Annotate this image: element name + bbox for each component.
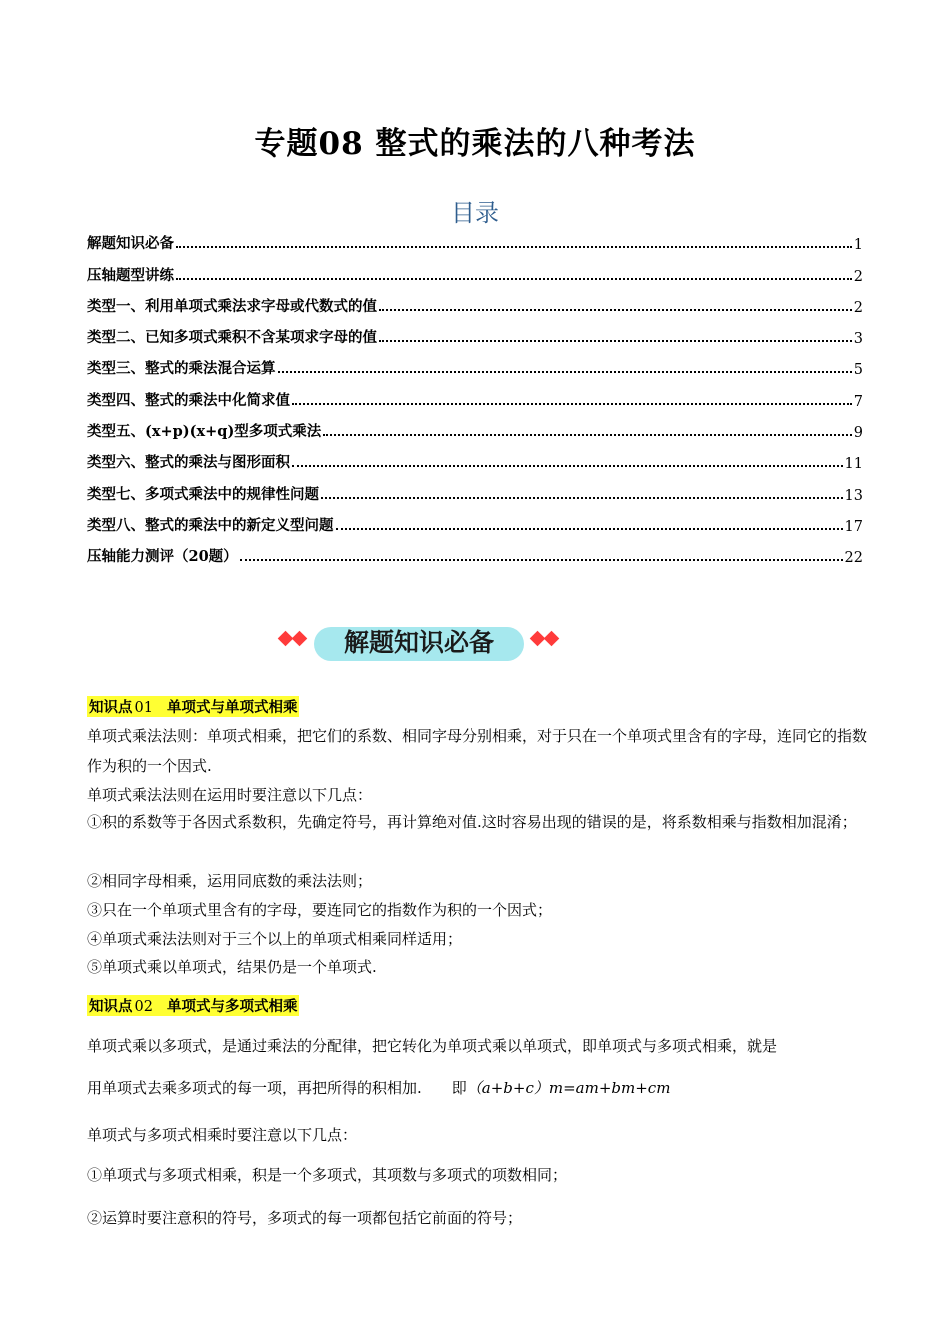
- toc-entry[interactable]: [87, 226, 863, 257]
- page-title: 专题08 整式的乘法的八种考法: [254, 126, 696, 162]
- toc-entry[interactable]: [87, 476, 863, 507]
- toc-entry[interactable]: [87, 320, 863, 351]
- toc-entry[interactable]: [87, 257, 863, 288]
- kp2-text-line: [87, 1077, 670, 1098]
- kp-number: 01: [134, 700, 153, 716]
- toc-entry-page: 1: [853, 237, 863, 254]
- toc-entry-label: 类型三、整式的乘法混合运算: [87, 360, 276, 378]
- section-banner: [278, 621, 560, 665]
- diamond-icon: [292, 631, 308, 647]
- toc-leader-dots: [321, 497, 843, 499]
- toc-heading: 目录: [451, 199, 499, 227]
- toc-entry[interactable]: [87, 351, 863, 382]
- kp1-note: ⑤单项式乘以单项式，结果仍是一个单项式.: [87, 958, 377, 976]
- kp-title: 单项式与单项式相乘: [166, 699, 298, 716]
- kp-prefix: 知识点: [89, 998, 133, 1015]
- toc-entry-label: 压轴题型讲练: [87, 266, 174, 284]
- kp1-note: ①积的系数等于各因式系数积，先确定符号，再计算绝对值.这时容易出现的错误的是，将系数相乘与指数相加混淆；: [87, 813, 857, 831]
- toc-entry-page: 13: [844, 487, 863, 504]
- kp2-text: 单项式乘以多项式，是通过乘法的分配律，把它转化为单项式乘以单项式，即单项式与多项式相乘，就是: [87, 1037, 778, 1055]
- toc-entry[interactable]: [87, 539, 863, 570]
- kp2-text: 用单项式去乘多项式的每一项，再把所得的积相加.: [87, 1079, 422, 1097]
- kp1-rule: 单项式乘法法则：单项式相乘，把它们的系数、相同字母分别相乘，对于只在一个单项式里含有的字母，连同它的指数作为积的一个因式.: [87, 727, 868, 775]
- toc-leader-dots: [379, 340, 852, 342]
- toc-entry-label: 压轴能力测评（20题）: [87, 548, 238, 566]
- banner-title: 解题知识必备: [343, 628, 494, 657]
- knowledge-point-heading: [87, 696, 299, 717]
- toc-leader-dots: [176, 246, 852, 248]
- toc-entry-label: 类型二、已知多项式乘积不含某项求字母的值: [87, 329, 377, 347]
- toc-entry-label: 类型六、整式的乘法与图形面积: [87, 454, 290, 472]
- toc-entry-label: 类型五、(x+p)(x+q)型多项式乘法: [87, 423, 322, 441]
- toc-entry-label: 类型八、整式的乘法中的新定义型问题: [87, 516, 334, 534]
- toc-entry[interactable]: [87, 414, 863, 445]
- kp1-note: ③只在一个单项式里含有的字母，要连同它的指数作为积的一个因式；: [87, 901, 553, 919]
- toc-entry[interactable]: [87, 382, 863, 413]
- toc-entry-page: 22: [844, 550, 863, 567]
- toc-leader-dots: [176, 278, 852, 280]
- toc-leader-dots: [292, 465, 843, 467]
- toc-leader-dots: [379, 309, 852, 311]
- knowledge-point-heading: [87, 995, 299, 1016]
- toc-entry-page: 9: [853, 425, 863, 442]
- kp2-notes-intro: 单项式与多项式相乘时要注意以下几点：: [87, 1126, 358, 1144]
- toc-leader-dots: [278, 371, 852, 373]
- kp-title: 单项式与多项式相乘: [166, 998, 298, 1015]
- kp2-note: ①单项式与多项式相乘，积是一个多项式，其项数与多项式的项数相同；: [87, 1166, 568, 1184]
- kp2-note: ②运算时要注意积的符号，多项式的每一项都包括它前面的符号；: [87, 1209, 523, 1227]
- table-of-contents: [87, 226, 863, 570]
- kp1-note: ②相同字母相乘，运用同底数的乘法法则；: [87, 872, 373, 890]
- toc-entry-label: 解题知识必备: [87, 235, 174, 253]
- toc-entry-page: 11: [844, 456, 863, 473]
- kp-prefix: 知识点: [89, 699, 133, 716]
- distributive-formula: （a+b+c）m=am+bm+cm: [466, 1079, 671, 1097]
- kp1-notes-intro: 单项式乘法法则在运用时要注意以下几点：: [87, 786, 373, 804]
- toc-leader-dots: [240, 559, 843, 561]
- toc-entry[interactable]: [87, 445, 863, 476]
- toc-entry-page: 7: [853, 393, 863, 410]
- diamond-icon: [544, 631, 560, 647]
- toc-entry-label: 类型一、利用单项式乘法求字母或代数式的值: [87, 297, 377, 315]
- toc-entry[interactable]: [87, 508, 863, 539]
- toc-entry-page: 2: [853, 299, 863, 316]
- toc-entry[interactable]: [87, 289, 863, 320]
- toc-entry-label: 类型四、整式的乘法中化简求值: [87, 391, 290, 409]
- toc-entry-page: 3: [853, 331, 863, 348]
- toc-entry-label: 类型七、多项式乘法中的规律性问题: [87, 485, 319, 503]
- toc-leader-dots: [336, 528, 843, 530]
- kp1-note: ④单项式乘法法则对于三个以上的单项式相乘同样适用；: [87, 930, 463, 948]
- formula-prefix: 即: [451, 1079, 467, 1097]
- toc-entry-page: 17: [844, 518, 863, 535]
- toc-leader-dots: [292, 403, 852, 405]
- toc-leader-dots: [323, 434, 851, 436]
- kp-number: 02: [134, 999, 153, 1015]
- toc-entry-page: 2: [853, 268, 863, 285]
- toc-entry-page: 5: [853, 362, 863, 379]
